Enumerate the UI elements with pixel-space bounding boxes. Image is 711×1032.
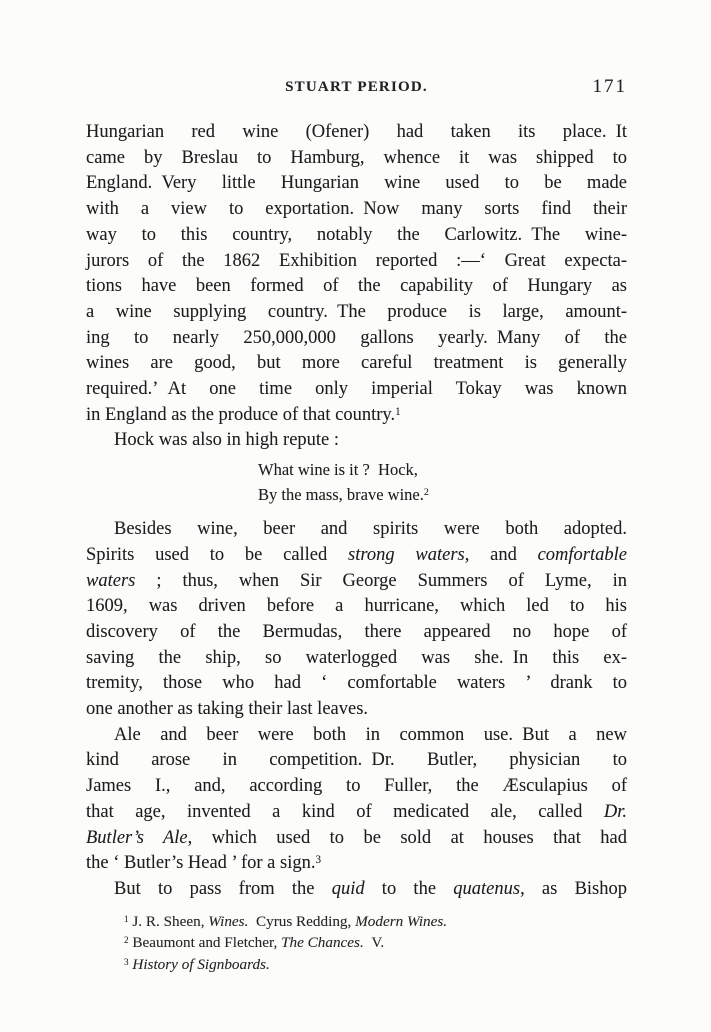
text-segment: The Chances. [281,934,364,952]
text-segment: Beaumont and Fletcher, [128,934,282,952]
text-segment: But to pass from the [114,878,332,899]
text-line [86,620,627,646]
text-segment: V. [363,934,385,952]
text-line [124,911,627,933]
text-segment: Hungarian red wine (Ofener) had taken its place. It [86,122,627,142]
text-segment: ing to nearly 250,000,000 gallons yearly. Many of the [86,327,627,348]
text-line [86,300,627,326]
text-line [86,197,627,223]
text-line [86,697,627,723]
page-content [86,78,627,975]
text-segment: , and [464,544,538,565]
text-line [124,954,627,976]
text-line [86,428,627,454]
text-segment: Dr. [603,801,627,822]
text-line [86,543,627,569]
text-segment: came by Breslau to Hamburg, whence it was shipped to [86,147,627,168]
text-segment: kind arose in competition. Dr. Butler, physician to [86,750,627,771]
text-segment: tremity, those who had ‘ comfortable waters ’ drank to [86,673,627,694]
text-segment: Modern Wines. [355,912,448,930]
text-segment: comfortable [537,544,627,565]
text-segment: required.’ At one time only imperial Tokay was known [86,379,627,400]
text-segment: discovery of the Bermudas, there appeared no hope of [86,621,627,642]
text-line [258,458,627,483]
text-line [86,517,627,543]
text-segment: Ale and beer were both in common use. But a new [114,724,627,745]
paragraph-hungarian-wine [86,120,627,428]
verse-quote [258,458,627,507]
text-line [86,800,627,826]
text-line [124,932,627,954]
footnote-reference: 3 [124,956,129,967]
text-segment: wines are good, but more careful treatment is generally [86,353,627,374]
text-segment: that age, invented a kind of medicated ale, called [86,801,604,822]
text-segment: one another as taking their last leaves. [86,699,369,720]
text-line [86,249,627,275]
text-segment: History of Signboards. [132,955,270,973]
text-line [258,483,627,508]
text-segment: , which used to be sold at houses that had [187,827,627,848]
paragraph-spirits [86,517,627,723]
text-line [86,146,627,172]
footnote-reference: 1 [124,913,129,924]
text-segment: quid [331,878,365,899]
text-line [86,748,627,774]
running-head: STUART PERIOD. [285,79,428,95]
paragraph-ale-and-beer [86,723,627,877]
text-line [86,826,627,852]
text-segment: with a view to exportation. Now many sorts find their [86,199,627,220]
footnotes [124,911,627,976]
text-line [86,594,627,620]
text-segment: a wine supplying country. The produce is large, amount- [86,301,627,322]
text-segment: Hock was also in high repute : [114,430,340,451]
text-line [86,120,627,146]
paragraph-quid-quatenus [86,877,627,903]
text-line [86,377,627,403]
page-header [86,78,627,120]
text-line [86,326,627,352]
text-segment: Cyrus Redding, [248,912,356,930]
text-segment: 1609, was driven before a hurricane, which led to his [86,596,627,617]
text-segment: By the mass, brave wine. [258,484,424,504]
text-line [86,646,627,672]
text-line [86,723,627,749]
text-segment: tions have been formed of the capability of Hungary as [86,276,627,297]
text-line [86,851,627,877]
text-line [86,274,627,300]
text-segment: quatenus [453,878,521,899]
text-segment: Butler’s Ale [86,827,188,848]
text-segment: Spirits used to be called [86,544,349,565]
page-body [86,120,627,975]
text-segment: the ‘ Butler’s Head ’ for a sign. [86,853,316,874]
paragraph-hock [86,428,627,454]
text-segment: Wines. [208,912,249,930]
text-line [86,171,627,197]
text-segment: way to this country, notably the Carlowitz. The wine- [86,224,627,245]
text-segment: strong waters [348,544,465,565]
footnote-reference: 2 [124,935,129,946]
text-line [86,877,627,903]
text-segment: saving the ship, so waterlogged was she. In this ex- [86,647,627,668]
text-segment: jurors of the 1862 Exhibition reported :—‘ Great expecta- [86,250,627,271]
text-segment: ; thus, when Sir George Summers of Lyme, in [135,570,627,591]
text-line [86,403,627,429]
footnote-reference: 2 [423,487,429,499]
page-number: 171 [592,76,627,97]
footnote-reference: 3 [315,854,322,867]
text-segment: waters [86,570,136,591]
text-segment: England. Very little Hungarian wine used to be made [86,173,627,194]
text-segment: Besides wine, beer and spirits were both adopted. [114,519,627,540]
text-line [86,351,627,377]
text-segment: What wine is it ? Hock, [258,460,418,480]
text-segment: James I., and, according to Fuller, the Æsculapius of [86,776,627,797]
text-line [86,774,627,800]
text-line [86,569,627,595]
text-line [86,223,627,249]
text-segment: in England as the produce of that country. [86,404,396,425]
text-segment: J. R. Sheen, [128,912,209,930]
text-line [86,671,627,697]
footnote-reference: 1 [395,405,401,418]
text-segment: to the [364,878,454,899]
text-segment: , as Bishop [520,878,627,899]
